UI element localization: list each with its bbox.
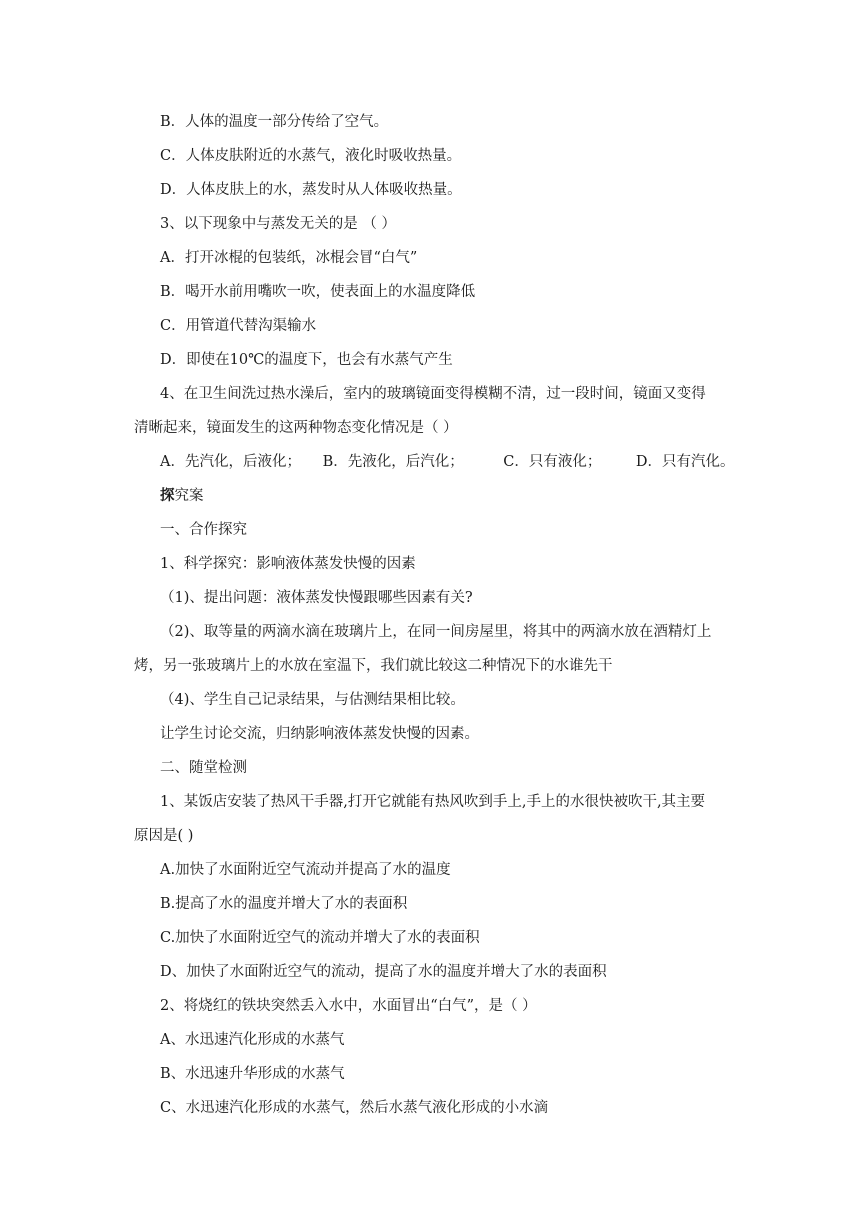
- part2-heading: 二、随堂检测: [160, 760, 247, 776]
- p2-q2-option-a: A、水迅速汽化形成的水蒸气: [160, 1032, 345, 1048]
- part1-step-2-line-2: 烤，另一张玻璃片上的水放在室温下，我们就比较这二种情况下的水谁先干: [134, 658, 613, 674]
- question-4-line-2: 清晰起来，镜面发生的这两种物态变化情况是（ ）: [134, 420, 458, 436]
- q4-option-d: D．只有汽化。: [635, 454, 735, 470]
- p2-q2-option-b: B、水迅速升华形成的水蒸气: [160, 1066, 345, 1082]
- part1-step-2-line-1: （2)、取等量的两滴水滴在玻璃片上，在同一间房屋里，将其中的两滴水放在酒精灯上: [160, 624, 712, 640]
- question-4-line-1: 4、在卫生间洗过热水澡后，室内的玻璃镜面变得模糊不清，过一段时间，镜面又变得: [160, 386, 706, 402]
- q3-option-a: A．打开冰棍的包装纸，冰棍会冒“白气”: [160, 250, 418, 266]
- section-title-first-char: 探: [160, 487, 175, 504]
- q3-option-b: B．喝开水前用嘴吹一吹，使表面上的水温度降低: [160, 284, 476, 300]
- p2-q1-option-a: A.加快了水面附近空气流动并提高了水的温度: [160, 862, 451, 878]
- p2-q2-option-c: C、水迅速汽化形成的水蒸气，然后水蒸气液化形成的小水滴: [160, 1100, 549, 1116]
- section-title: [160, 486, 204, 506]
- q2-option-b: B．人体的温度一部分传给了空气。: [160, 114, 389, 130]
- q4-option-b: B．先液化，后汽化；: [322, 454, 464, 470]
- p2-q1-option-d: D、加快了水面附近空气的流动，提高了水的温度并增大了水的表面积: [160, 964, 607, 980]
- part1-step-4: （4)、学生自己记录结果，与估测结果相比较。: [160, 692, 465, 708]
- part1-step-1: （1)、提出问题：液体蒸发快慢跟哪些因素有关?: [160, 590, 473, 606]
- p2-question-1-line-2: 原因是( ): [134, 828, 194, 844]
- q2-option-c: C．人体皮肤附近的水蒸气，液化时吸收热量。: [160, 148, 462, 164]
- section-title-rest: 究案: [174, 488, 204, 504]
- q2-option-d: D．人体皮肤上的水，蒸发时从人体吸收热量。: [160, 182, 462, 198]
- question-3: 3、以下现象中与蒸发无关的是 （ ）: [160, 216, 396, 232]
- p2-question-2: 2、将烧红的铁块突然丢入水中，水面冒出“白气”，是（ ）: [160, 998, 537, 1014]
- q4-options: [160, 452, 734, 472]
- q3-option-c: C．用管道代替沟渠输水: [160, 318, 317, 334]
- q4-option-a: A．先汽化，后液化；: [160, 454, 301, 470]
- part1-item-1: 1、科学探究：影响液体蒸发快慢的因素: [160, 556, 416, 572]
- p2-question-1-line-1: 1、某饭店安装了热风干手器,打开它就能有热风吹到手上,手上的水很快被吹干,其主要: [160, 794, 706, 810]
- p2-q1-option-c: C.加快了水面附近空气的流动并增大了水的表面积: [160, 930, 480, 946]
- part1-discussion: 让学生讨论交流，归纳影响液体蒸发快慢的因素。: [160, 726, 479, 742]
- part1-heading: 一、合作探究: [160, 522, 247, 538]
- p2-q1-option-b: B.提高了水的温度并增大了水的表面积: [160, 896, 408, 912]
- q3-option-d: D．即使在10℃的温度下，也会有水蒸气产生: [160, 352, 453, 368]
- q4-option-c: C．只有液化；: [503, 454, 602, 470]
